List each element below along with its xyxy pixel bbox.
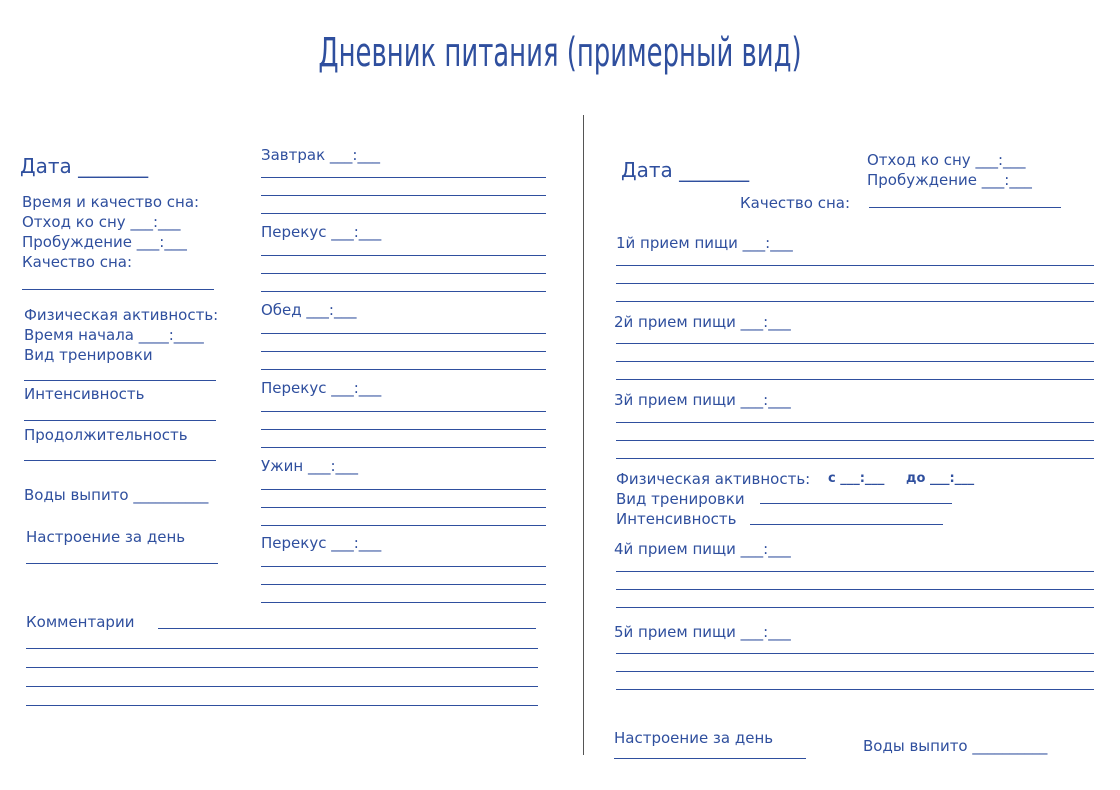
left-duration-line[interactable] <box>24 460 216 461</box>
left-intensity-line[interactable] <box>24 420 216 421</box>
right-meal-line[interactable] <box>616 283 1094 284</box>
right-meal-line[interactable] <box>616 671 1094 672</box>
left-meal-line[interactable] <box>261 429 546 430</box>
right-meal-line[interactable] <box>616 458 1094 459</box>
right-meal-line[interactable] <box>616 301 1094 302</box>
left-meal-line[interactable] <box>261 566 546 567</box>
right-meal-1: 1й прием пищи ___:___ <box>616 234 793 252</box>
left-comments-line[interactable] <box>26 667 538 668</box>
left-meal-line[interactable] <box>261 489 546 490</box>
left-meal-line[interactable] <box>261 195 546 196</box>
right-meal-5: 5й прием пищи ___:___ <box>614 623 791 641</box>
right-date-label: Дата _______ <box>621 158 750 182</box>
left-meal-line[interactable] <box>261 369 546 370</box>
left-meal-line[interactable] <box>261 602 546 603</box>
left-activity-header: Физическая активность: <box>24 306 219 324</box>
page-divider <box>583 115 584 755</box>
left-meal-line[interactable] <box>261 411 546 412</box>
right-meal-line[interactable] <box>616 422 1094 423</box>
left-sleep-wake[interactable]: Пробуждение ___:___ <box>22 233 187 251</box>
left-meal-line[interactable] <box>261 507 546 508</box>
right-sleep-bed[interactable]: Отход ко сну ___:___ <box>867 151 1026 169</box>
left-duration-label: Продолжительность <box>24 426 188 444</box>
left-meal-snack-1: Перекус ___:___ <box>261 223 382 241</box>
right-activity-type-line[interactable] <box>760 503 952 504</box>
left-comments-line[interactable] <box>158 628 536 629</box>
left-water-label[interactable]: Воды выпито __________ <box>24 486 209 504</box>
left-meal-line[interactable] <box>261 584 546 585</box>
left-sleep-quality-line[interactable] <box>22 289 214 290</box>
left-comments-line[interactable] <box>26 686 538 687</box>
left-sleep-header: Время и качество сна: <box>22 193 200 211</box>
left-mood-label: Настроение за день <box>26 528 186 546</box>
left-meal-line[interactable] <box>261 213 546 214</box>
right-meal-line[interactable] <box>616 653 1094 654</box>
left-meal-line[interactable] <box>261 291 546 292</box>
right-intensity-line[interactable] <box>750 524 943 525</box>
left-meal-line[interactable] <box>261 447 546 448</box>
left-meal-line[interactable] <box>261 525 546 526</box>
right-sleep-quality-line[interactable] <box>869 207 1061 208</box>
right-activity-label: Физическая активность: <box>616 470 811 488</box>
right-activity-from[interactable]: с ___:___ <box>828 471 885 486</box>
right-meal-line[interactable] <box>616 265 1094 266</box>
right-meal-4: 4й прием пищи ___:___ <box>614 540 791 558</box>
left-meal-line[interactable] <box>261 333 546 334</box>
left-meal-dinner: Ужин ___:___ <box>261 457 359 475</box>
right-meal-line[interactable] <box>616 361 1094 362</box>
left-meal-line[interactable] <box>261 255 546 256</box>
left-meal-line[interactable] <box>261 177 546 178</box>
left-intensity-label: Интенсивность <box>24 385 145 403</box>
left-sleep-quality-label: Качество сна: <box>22 253 133 271</box>
right-activity-to[interactable]: до ___:___ <box>906 471 975 486</box>
left-comments-line[interactable] <box>26 648 538 649</box>
left-meal-line[interactable] <box>261 351 546 352</box>
right-meal-line[interactable] <box>616 440 1094 441</box>
right-mood-label: Настроение за день <box>614 729 774 747</box>
left-meal-snack-2: Перекус ___:___ <box>261 379 382 397</box>
right-mood-line[interactable] <box>614 758 806 759</box>
page-title: Дневник питания (примерный вид) <box>318 30 802 76</box>
right-meal-line[interactable] <box>616 571 1094 572</box>
right-meal-line[interactable] <box>616 379 1094 380</box>
right-water-label[interactable]: Воды выпито __________ <box>863 737 1048 755</box>
left-comments-label: Комментарии <box>26 613 135 631</box>
left-sleep-bed[interactable]: Отход ко сну ___:___ <box>22 213 181 231</box>
right-meal-line[interactable] <box>616 689 1094 690</box>
left-date-label: Дата _______ <box>20 154 149 178</box>
right-activity-type-label: Вид тренировки <box>616 490 745 508</box>
right-meal-2: 2й прием пищи ___:___ <box>614 313 791 331</box>
left-meal-lunch: Обед ___:___ <box>261 301 357 319</box>
right-meal-line[interactable] <box>616 607 1094 608</box>
left-meal-snack-3: Перекус ___:___ <box>261 534 382 552</box>
right-meal-line[interactable] <box>616 589 1094 590</box>
right-sleep-quality-label: Качество сна: <box>740 194 851 212</box>
right-intensity-label: Интенсивность <box>616 510 737 528</box>
left-activity-start[interactable]: Время начала ____:____ <box>24 326 204 344</box>
right-sleep-wake[interactable]: Пробуждение ___:___ <box>867 171 1032 189</box>
left-meal-line[interactable] <box>261 273 546 274</box>
right-meal-3: 3й прием пищи ___:___ <box>614 391 791 409</box>
left-mood-line[interactable] <box>26 563 218 564</box>
left-activity-type-line[interactable] <box>24 380 216 381</box>
left-activity-type-label: Вид тренировки <box>24 346 153 364</box>
left-comments-line[interactable] <box>26 705 538 706</box>
left-meal-breakfast: Завтрак ___:___ <box>261 146 380 164</box>
right-meal-line[interactable] <box>616 343 1094 344</box>
